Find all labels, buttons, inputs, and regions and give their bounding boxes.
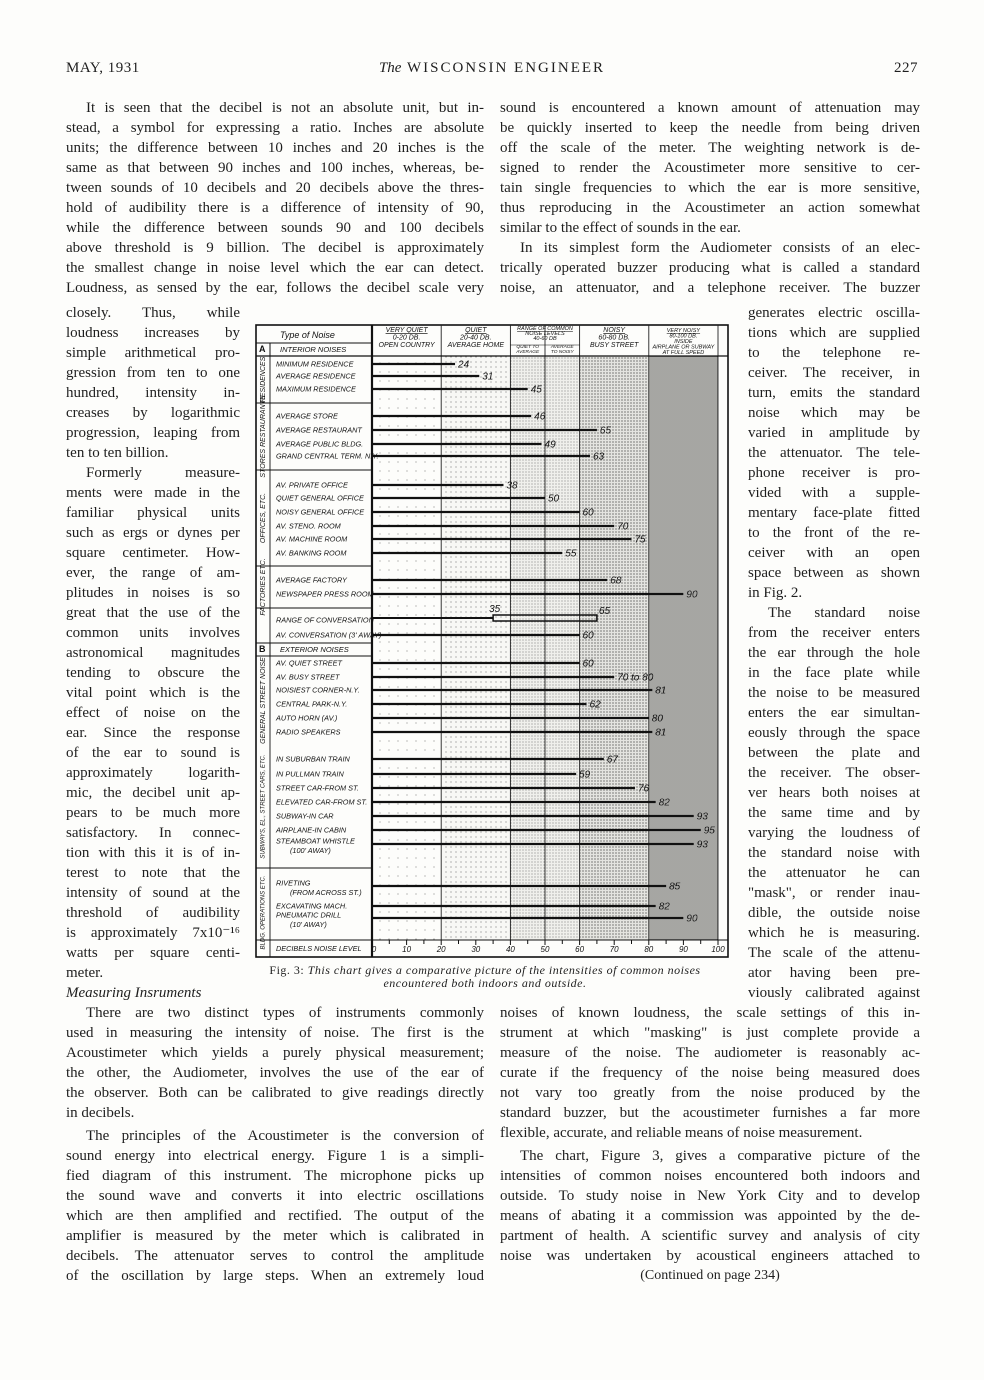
axis-tick-label: 30 <box>471 945 481 954</box>
axis-tick-label: 40 <box>505 945 515 954</box>
text-line: such as ergs or dynes per <box>66 525 240 541</box>
row-label: MINIMUM RESIDENCE <box>276 359 354 369</box>
value-label: 55 <box>565 548 577 560</box>
value-label: 70 <box>617 521 629 533</box>
text-line: satisfactory. In connec- <box>66 825 240 841</box>
text-line: noise was undertaken by acoustical engineers attached to <box>500 1248 920 1264</box>
text-line: of the oscillation by large steps. When an extremely loud <box>66 1268 484 1284</box>
text-line: In its simplest form the Audiometer consists of an elec- <box>520 240 920 256</box>
row-label: AVERAGE FACTORY <box>276 575 347 585</box>
text-line: ever, the range of am- <box>66 565 240 581</box>
text-line: space between as shown <box>748 565 920 581</box>
text-line: astronomical magnitudes <box>66 645 240 661</box>
text-line: ver hears both noises at <box>748 785 920 801</box>
text-line: curate if the frequency of the noise being measured does <box>500 1065 920 1081</box>
text-line: Acoustimeter which yields a purely physical measurement; <box>66 1045 484 1061</box>
row-label: STEAMBOAT WHISTLE <box>276 836 355 846</box>
text-line: above threshold is 9 billion. The decibel is approximately <box>66 240 484 256</box>
group-label: OFFICES, ETC. <box>259 492 267 544</box>
value-label: 59 <box>579 769 591 781</box>
group-label: STORES RESTAURANTS <box>259 395 267 478</box>
text-line: the attenuator. The tele- <box>748 445 920 461</box>
text-line: measure of the noise. The audiometer is reasonably ac- <box>500 1045 920 1061</box>
text-line: the receiver. The obser- <box>748 765 920 781</box>
axis-tick-label: 90 <box>678 945 688 954</box>
row-label: AV. MACHINE ROOM <box>276 534 348 544</box>
text-line: hold of audibility there is a difference of intensity of 90, <box>66 200 484 216</box>
band-header-text: INSIDE <box>674 339 693 345</box>
text-line: outside. To study noise in New York City and to develop <box>500 1188 920 1204</box>
row-label: QUIET GENERAL OFFICE <box>276 493 364 503</box>
text-line: ceiver with an open <box>748 545 920 561</box>
row-label: GRAND CENTRAL TERM. N.Y. <box>276 451 379 461</box>
text-line: similar to the effect of sounds in the ear. <box>500 220 741 236</box>
text-line: vided with a supple- <box>748 485 920 501</box>
value-label: 68 <box>610 575 622 587</box>
value-label: 76 <box>637 783 650 795</box>
text-line: meter. <box>66 965 104 981</box>
text-line: noise which may be <box>748 405 920 421</box>
text-line: square centimeter. How- <box>66 545 240 561</box>
subband-header-text: AVERAGE <box>550 345 574 350</box>
text-line: used in measuring the intensity of noise. The first is the <box>66 1025 484 1041</box>
row-label: MAXIMUM RESIDENCE <box>276 384 356 394</box>
issue-date: MAY, 1931 <box>66 60 140 76</box>
text-line: generates electric oscilla- <box>748 305 920 321</box>
value-label: 65 <box>598 606 611 617</box>
value-label: 80 <box>651 713 663 725</box>
text-line: great that the use of the <box>66 605 240 621</box>
value-label: 60 <box>582 658 594 670</box>
text-line: tions which are supplied <box>748 325 920 341</box>
band-header-text: VERY QUIET <box>385 327 428 334</box>
text-line: mentary face-plate fitted <box>748 505 920 521</box>
row-label: AV. STENO. ROOM <box>276 521 341 531</box>
text-line: trically operated buzzer producing what is called a standard <box>500 260 920 276</box>
row-label: STREET CAR-FROM ST. <box>276 783 359 793</box>
band-shading <box>580 356 649 940</box>
text-line: between the plate and <box>748 745 920 761</box>
text-line: The principles of the Acoustimeter is the conversion of <box>86 1128 484 1144</box>
row-label: RANGE OF CONVERSATION <box>276 615 374 625</box>
row-label: AUTO HORN (AV.) <box>276 713 338 723</box>
text-line: The standard noise <box>768 605 920 621</box>
text-line: the standard noise with <box>748 845 920 861</box>
text-line: sound is encountered a known amount of attenuation may <box>500 100 920 116</box>
group-label: FACTORIES ETC. <box>259 558 267 616</box>
row-label-line2: (100' AWAY) <box>290 846 331 855</box>
subband-header-text: TO NOISY <box>550 350 574 355</box>
title-prefix: The <box>378 60 402 76</box>
text-line: The scale of the attenu- <box>748 945 920 961</box>
text-line: dible, the outside noise <box>748 905 920 921</box>
section-title: INTERIOR NOISES <box>280 345 347 354</box>
row-label: AVERAGE PUBLIC BLDG. <box>276 439 364 449</box>
text-line: tween sounds of 10 decibels and 20 decibels above the thres- <box>66 180 484 196</box>
row-label: CENTRAL PARK-N.Y. <box>276 699 348 709</box>
value-label: 65 <box>599 425 612 437</box>
text-line: The chart, Figure 3, gives a comparative picture of the <box>520 1148 920 1164</box>
value-label: 90 <box>686 589 698 601</box>
text-line: same as that between 90 inches and 100 inches, whereas, be- <box>66 160 484 176</box>
group-label: GENERAL STREET NOISE <box>259 657 267 744</box>
axis-tick-label: 80 <box>644 945 654 954</box>
text-line: ear. Since the response <box>66 725 240 741</box>
row-label: ELEVATED CAR-FROM ST. <box>276 797 368 807</box>
text-line: turn, emits the standard <box>748 385 920 401</box>
text-line: intensity of sound at the <box>66 885 240 901</box>
band-header-text: 80-100 DB. <box>669 333 698 340</box>
row-label: AV. BUSY STREET <box>276 672 340 682</box>
band-header-text: RANGE OF COMMON <box>517 326 573 332</box>
group-label: SUBWAYS, EL., STREET CARS, ETC. <box>260 754 267 859</box>
value-label: 81 <box>655 685 667 697</box>
axis-tick-label: 60 <box>575 945 585 954</box>
text-line: vital point which is the <box>66 685 240 701</box>
section-letter: B <box>259 644 266 654</box>
row-label: AV. BANKING ROOM <box>276 548 347 558</box>
subband-header-text: QUIET TO <box>516 345 539 350</box>
row-label: AV. QUIET STREET <box>276 658 342 668</box>
text-line: creases by logarithmic <box>66 405 240 421</box>
text-line: ten to ten billion. <box>66 445 169 461</box>
text-line: units; the difference between 10 inches and 20 inches is the <box>66 140 484 156</box>
value-label: 24 <box>458 359 470 371</box>
band-header-text: BUSY STREET <box>589 342 639 349</box>
value-label: 60 <box>582 630 594 642</box>
group-label: BLDG. OPERATIONS ETC. <box>260 875 267 950</box>
text-line: the smallest change in noise level which the ear can detect. <box>66 260 484 276</box>
section-title: EXTERIOR NOISES <box>280 645 349 654</box>
text-line: familiar physical units <box>66 505 240 521</box>
text-line: means of abating it a commission was appointed by the de- <box>500 1208 920 1224</box>
band-header-text: NOISE LEVELS <box>525 331 565 337</box>
text-line: the ear through the hole <box>748 645 920 661</box>
value-label: 60 <box>582 507 594 519</box>
axis-tick-label: 70 <box>609 945 619 954</box>
text-line: which he is measuring. <box>748 925 920 941</box>
text-line: not vary too greatly from the noise produced by the <box>500 1085 920 1101</box>
value-label: 81 <box>655 727 667 739</box>
value-label: 63 <box>592 451 605 463</box>
value-label: 95 <box>703 825 715 837</box>
text-line: varied in amplitude by <box>748 425 920 441</box>
text-line: to the front of the re- <box>748 525 920 541</box>
text-line: watts per square centi- <box>66 945 240 961</box>
text-line: sound energy into electrical energy. Figure 1 is a simpli- <box>66 1148 484 1164</box>
value-label: 67 <box>606 754 618 766</box>
text-line: to the telephone re- <box>748 345 920 361</box>
band-header-text: AVERAGE HOME <box>447 342 505 349</box>
column-header: Type of Noise <box>280 330 335 340</box>
subband-header-text: AVERAGE <box>516 350 540 355</box>
row-label: AVERAGE RESTAURANT <box>276 425 362 435</box>
row-label: AVERAGE STORE <box>276 411 338 421</box>
text-line: terest to note that the <box>66 865 240 881</box>
text-line: common units involves <box>66 625 240 641</box>
text-line: tending to obscure the <box>66 665 240 681</box>
text-line: varying the loudness of <box>748 825 920 841</box>
text-line: pears to be much more <box>66 805 240 821</box>
value-label: 35 <box>489 604 501 615</box>
figure-caption <box>240 964 730 990</box>
text-line: threshold of audibility <box>66 905 240 921</box>
text-line: progression, leaping from <box>66 425 240 441</box>
text-line: Loudness, as sensed by the ear, follows the decibel scale very <box>66 280 484 296</box>
figure-number: Fig. 3: <box>269 963 305 977</box>
text-line: It is seen that the decibel is not an absolute unit, but in- <box>86 100 484 116</box>
text-line: ator having been pre- <box>748 965 920 981</box>
row-label: PNEUMATIC DRILL <box>276 910 342 920</box>
row-label: EXCAVATING MACH. <box>276 901 348 911</box>
axis-tick-label: 20 <box>436 945 446 954</box>
value-label: 38 <box>506 480 518 492</box>
text-line: the same time and by <box>748 805 920 821</box>
text-line: signed to render the Acoustimeter more sensitive to cer- <box>500 160 920 176</box>
text-line: noise, an attenuator, and a telephone receiver. The buzzer <box>500 280 920 296</box>
value-label: 50 <box>548 493 560 505</box>
text-line: amplifier is measured by the meter which is calibrated in <box>66 1228 484 1244</box>
axis-title: DECIBELS NOISE LEVEL <box>276 944 362 953</box>
text-line: hundred, intensity in- <box>66 385 240 401</box>
value-label: 62 <box>589 699 601 711</box>
text-line: phone receiver is pro- <box>748 465 920 481</box>
band-header-text: AIRPLANE OR SUBWAY <box>652 344 715 351</box>
text-line: noises of known loudness, the scale settings of this in- <box>500 1005 920 1021</box>
text-line: of the ear to sound is <box>66 745 240 761</box>
text-line: ments were made in the <box>66 485 240 501</box>
row-label: SUBWAY-IN CAR <box>276 811 334 821</box>
group-label: RESIDENCES <box>259 356 267 403</box>
text-line: plitudes in noises is so <box>66 585 240 601</box>
row-label: AIRPLANE-IN CABIN <box>276 825 347 835</box>
text-line: the observer. Both can be calibrated to give readings directly <box>66 1085 484 1101</box>
text-line: while the difference between sounds 90 and 100 decibels <box>66 220 484 236</box>
continued-note: (Continued on page 234) <box>640 1268 780 1283</box>
text-line: partment of health. A scientific survey and analysis of city <box>500 1228 920 1244</box>
text-line: the attenuator he can <box>748 865 920 881</box>
row-label: RIVETING <box>276 878 311 888</box>
text-line: strument at which "masking" is just complete provide a <box>500 1025 920 1041</box>
row-label: NOISY GENERAL OFFICE <box>276 507 365 517</box>
text-line: be quickly inserted to keep the needle from being driven <box>500 120 920 136</box>
text-line: tion with this it is of in- <box>66 845 240 861</box>
row-label: AV. CONVERSATION (3' AWAY) <box>276 630 382 640</box>
section-letter: A <box>259 344 266 354</box>
value-label: 90 <box>686 913 698 925</box>
text-line: closely. Thus, while <box>66 305 240 321</box>
text-line: off the scale of the meter. The weighting network is de- <box>500 140 920 156</box>
text-line: ceiver. The receiver, in <box>748 365 920 381</box>
value-label: 49 <box>544 439 556 451</box>
text-line: decibels. The attenuator serves to control the amplitude <box>66 1248 484 1264</box>
value-label: 82 <box>658 901 670 913</box>
value-label: 70 to 80 <box>617 672 654 684</box>
axis-tick-label: 50 <box>540 945 550 954</box>
text-line: fied diagram of this instrument. The microphone picks up <box>66 1168 484 1184</box>
text-line: approximately logarith- <box>66 765 240 781</box>
band-header-text: 0-20 DB. <box>392 334 421 342</box>
axis-tick-label: 0 <box>371 945 377 954</box>
text-line: mic, the decibel unit ap- <box>66 785 240 801</box>
text-line: the other, the Audiometer, involves the use of the ear of <box>66 1065 484 1081</box>
band-header-text: QUIET <box>465 327 487 334</box>
text-line: eously through the space <box>748 725 920 741</box>
text-line: flexible, accurate, and reliable means of noise measurement. <box>500 1125 863 1141</box>
value-label: 82 <box>658 797 670 809</box>
text-line: loudness increases by <box>66 325 240 341</box>
row-label: NOISIEST CORNER-N.Y. <box>276 685 360 695</box>
text-line: the noise to be measured <box>748 685 920 701</box>
text-line: tain single frequencies to which the ear is more sensitive, <box>500 180 920 196</box>
title-main: WISCONSIN ENGINEER <box>406 60 606 76</box>
text-line: viously calibrated against <box>748 985 920 1001</box>
text-line: simple arithmetical pro- <box>66 345 240 361</box>
text-line: thus reproducing in the Acoustimeter an action somewhat <box>500 200 920 216</box>
text-line: stead, a symbol for expressing a ratio. Inches are absolute <box>66 120 484 136</box>
row-label-line2: (FROM ACROSS ST.) <box>290 888 362 897</box>
band-header-text: NOISY <box>603 327 626 334</box>
text-line: "mask", or render inau- <box>748 885 920 901</box>
text-line: in the face plate while <box>748 665 920 681</box>
row-label: AV. PRIVATE OFFICE <box>276 480 348 490</box>
row-label: AVERAGE RESIDENCE <box>276 371 356 381</box>
value-label: 31 <box>482 371 494 383</box>
band-header-text: 20-40 DB. <box>460 334 492 342</box>
value-label: 45 <box>530 384 542 396</box>
text-line: effect of noise on the <box>66 705 240 721</box>
band-header-text: 60-80 DB. <box>598 334 630 342</box>
row-label: IN SUBURBAN TRAIN <box>276 754 350 764</box>
axis-tick-label: 10 <box>402 945 412 954</box>
value-label: 85 <box>669 881 681 893</box>
row-label-line2: (10' AWAY) <box>290 920 327 929</box>
section-heading: Measuring Insruments <box>66 985 202 1001</box>
text-line: enters the ear simultan- <box>748 705 920 721</box>
text-line: Formerly measure- <box>86 465 240 481</box>
text-line: standard buzzer, but the acoustimeter furnishes a far more <box>500 1105 920 1121</box>
value-label: 46 <box>534 411 546 423</box>
text-line: which are then amplified and rectified. The output of the <box>66 1208 484 1224</box>
page-number: 227 <box>894 60 918 76</box>
band-shading <box>649 356 718 940</box>
row-label: RADIO SPEAKERS <box>276 727 341 737</box>
value-label: 93 <box>696 839 708 851</box>
axis-tick-label: 100 <box>711 945 725 954</box>
text-line: intensities of common noises encountered both indoors and <box>500 1168 920 1184</box>
caption-text: This chart gives a comparative picture of the intensities of common noises encountered both indoors and outside. <box>307 963 701 990</box>
text-line: the sound wave and converts it into electric oscillations <box>66 1188 484 1204</box>
row-label: NEWSPAPER PRESS ROOM <box>276 589 374 599</box>
text-line: There are two distinct types of instruments commonly <box>86 1005 484 1021</box>
text-line: in decibels. <box>66 1105 135 1121</box>
band-header-text: OPEN COUNTRY <box>378 342 435 349</box>
text-line: in Fig. 2. <box>748 585 803 601</box>
value-label: 75 <box>634 534 646 546</box>
text-line: is approximately 7x10⁻¹⁶ <box>66 925 240 941</box>
band-header-text: VERY NOISY <box>666 328 701 334</box>
band-header-text: AT FULL SPEED <box>662 350 705 356</box>
row-label: IN PULLMAN TRAIN <box>276 769 344 779</box>
text-line: from the receiver enters <box>748 625 920 641</box>
text-line: gression from ten to one <box>66 365 240 381</box>
value-label: 93 <box>696 811 708 823</box>
band-header-text: 40-60 DB <box>533 336 557 342</box>
